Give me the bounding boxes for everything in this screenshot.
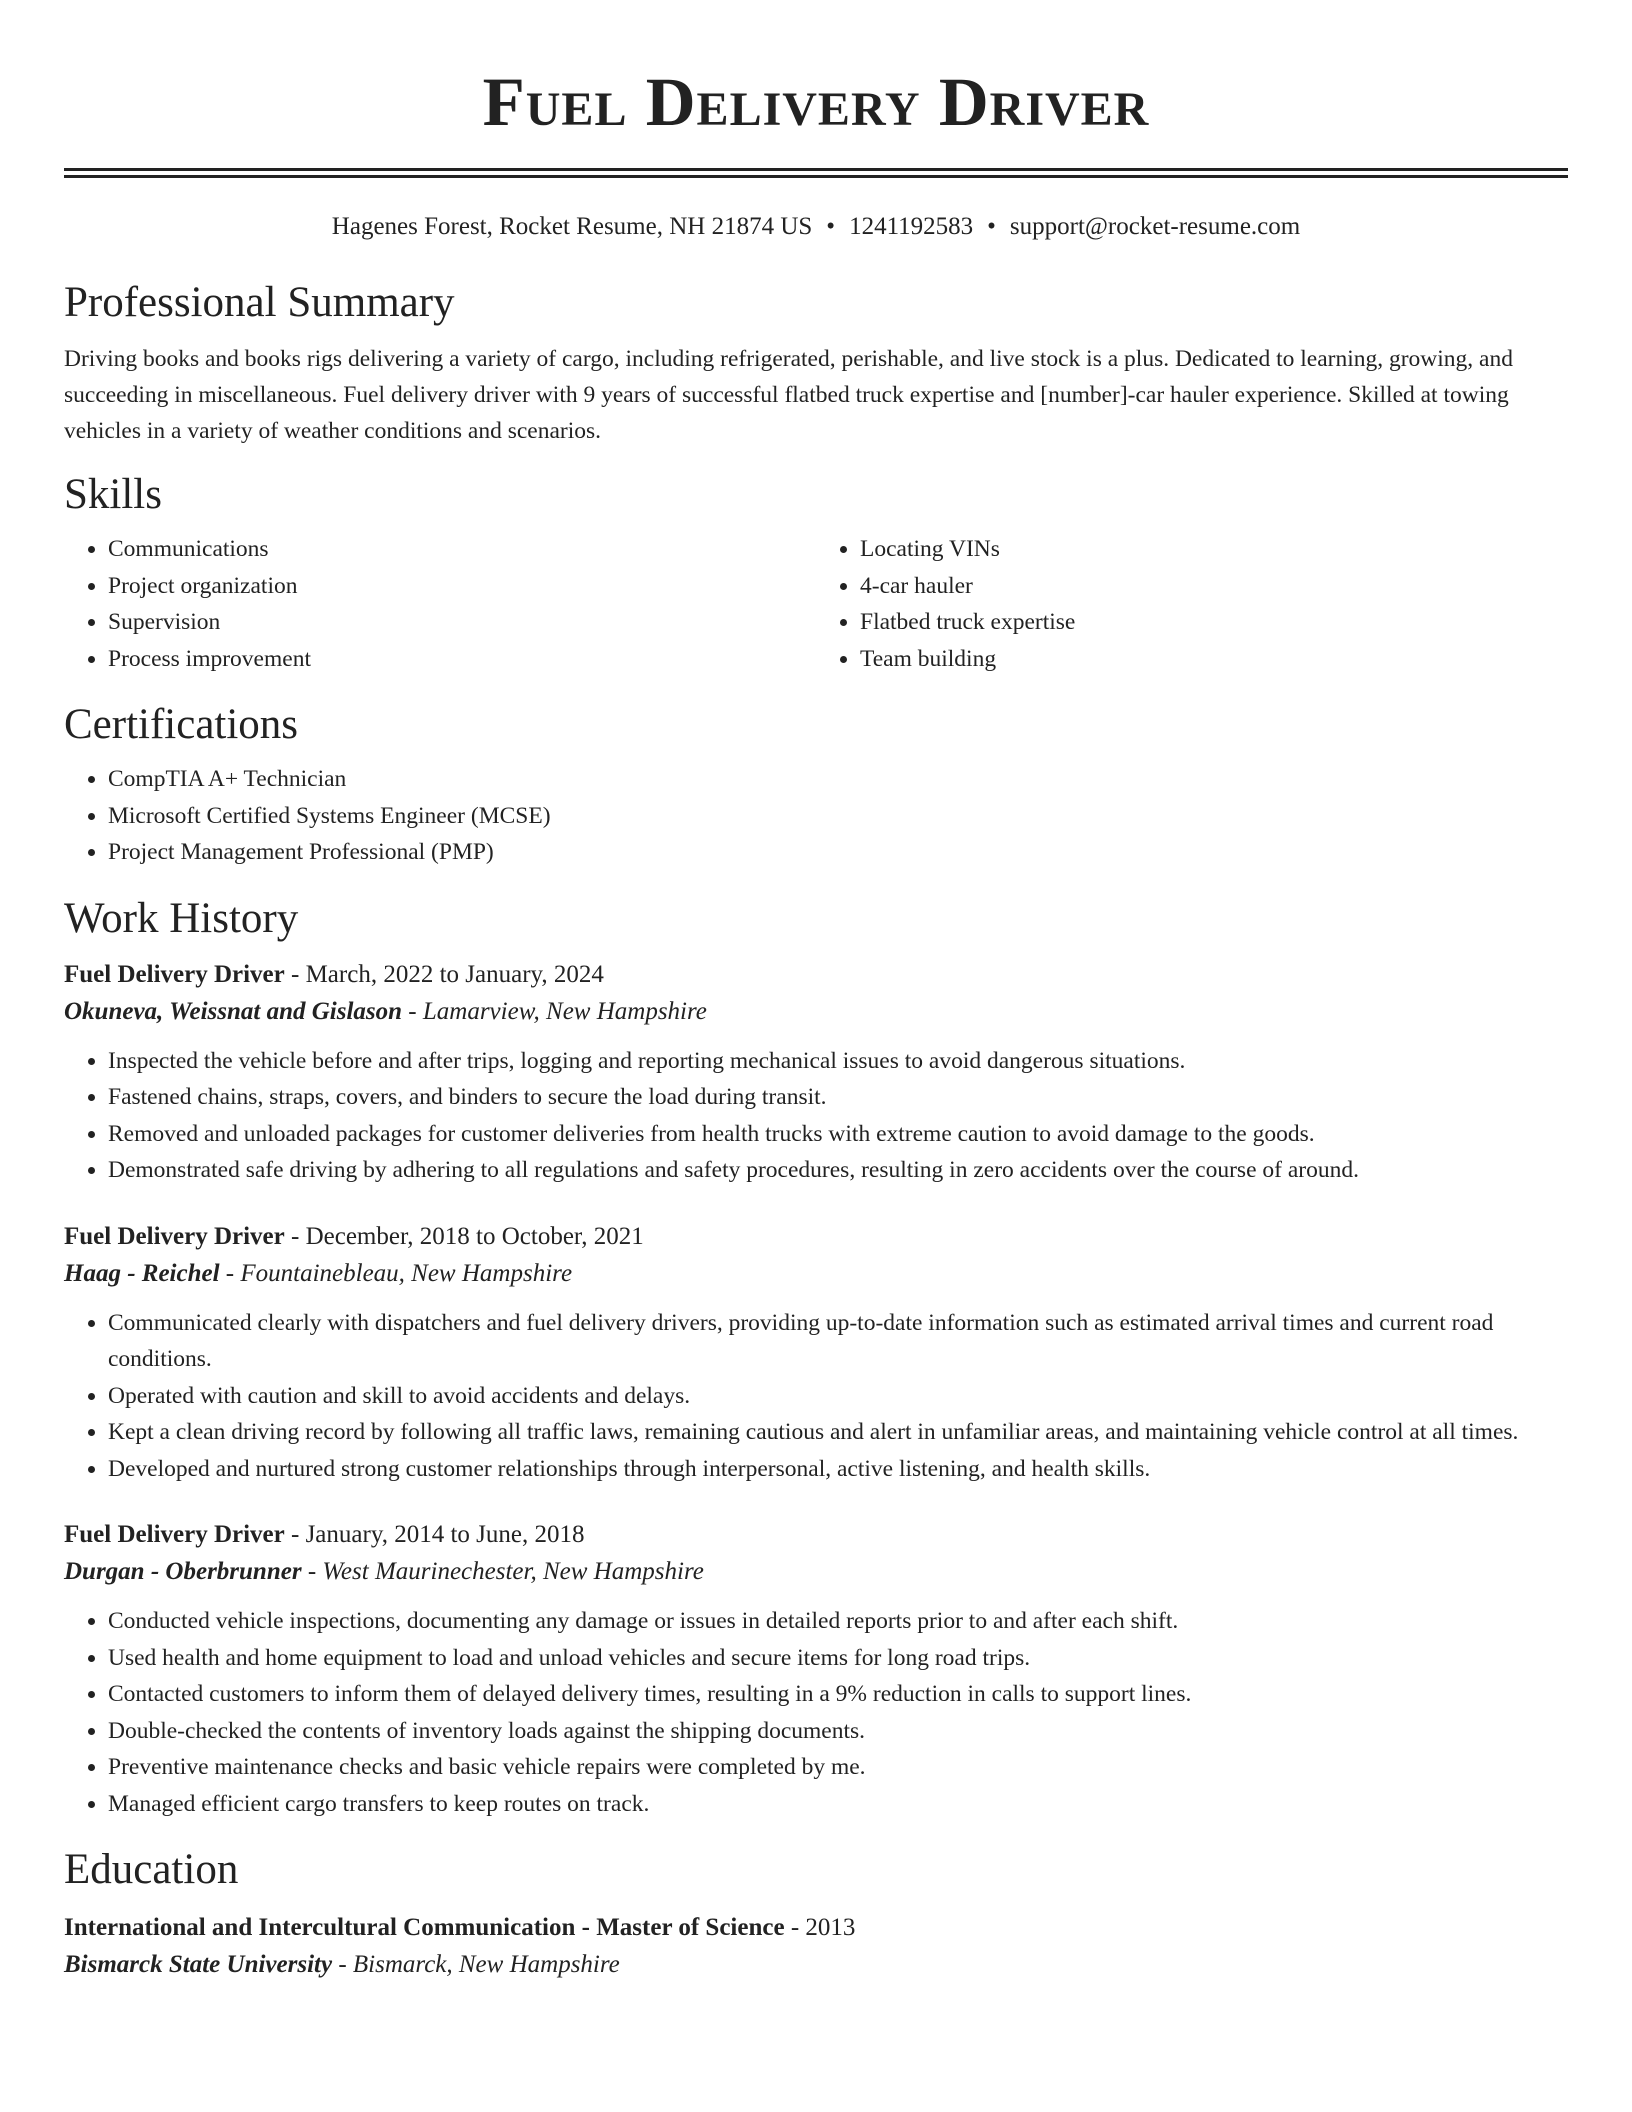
- education-degree: International and Intercultural Communication - Master of Science: [64, 1914, 785, 1941]
- skill-item: • Supervision: [108, 604, 816, 641]
- job-duty: • Removed and unloaded packages for customer deliveries from health trucks with extreme caution to avoid damage to the goods.: [108, 1116, 1568, 1153]
- job-duty: • Inspected the vehicle before and after trips, logging and reporting mechanical issues to avoid dangerous situations.: [108, 1043, 1568, 1080]
- contact-phone: 1241192583: [849, 213, 974, 240]
- job-employer-line: Haag - Reichel - Fountainebleau, New Hampshire: [64, 1259, 573, 1287]
- job-location: West Maurinechester, New Hampshire: [322, 1558, 704, 1585]
- skill-item: • Project organization: [108, 568, 816, 605]
- job-entry: [64, 1219, 1568, 1488]
- job-employer-line: Durgan - Oberbrunner - West Maurinechester, New Hampshire: [64, 1558, 704, 1585]
- skill-item: • 4-car hauler: [860, 568, 1568, 605]
- contact-separator: •: [987, 213, 996, 240]
- job-title: Fuel Delivery Driver: [64, 1521, 285, 1548]
- skill-item: • Flatbed truck expertise: [860, 604, 1568, 641]
- job-dates: January, 2014 to June, 2018: [305, 1521, 585, 1548]
- education-heading-line: International and Intercultural Communication - Master of Science - 2013: [64, 1914, 856, 1941]
- job-company: Okuneva, Weissnat and Gislason: [64, 997, 403, 1025]
- summary-text: Driving books and books rigs delivering a variety of cargo, including refrigerated, perishable, and live stock is a plus. Dedicated to learning, growing, and succeeding in miscellaneous. Fuel delivery driver with 9 years of successful flatbed truck expertise and [number]-car hauler experience. Skilled at towing vehicles in a variety of weather conditions and scenarios.: [64, 346, 1513, 444]
- education-year: 2013: [805, 1914, 856, 1941]
- education-heading: Education: [64, 1846, 239, 1893]
- education-school: Bismarck State University: [64, 1951, 333, 1978]
- job-duty: • Conducted vehicle inspections, documenting any damage or issues in detailed reports prior to and after each shift.: [108, 1603, 1568, 1640]
- job-company: Haag - Reichel: [64, 1259, 220, 1287]
- skill-item: • Communications: [108, 531, 816, 568]
- summary-heading: Professional Summary: [64, 279, 455, 326]
- skills-heading: Skills: [64, 471, 162, 518]
- job-duty: • Managed efficient cargo transfers to keep routes on track.: [108, 1786, 1568, 1823]
- job-duty: • Used health and home equipment to load and unload vehicles and secure items for long road trips.: [108, 1640, 1568, 1677]
- job-entry: [64, 957, 1568, 1189]
- education-school-line: Bismarck State University - Bismarck, New Hampshire: [64, 1951, 620, 1978]
- job-heading: Fuel Delivery Driver - March, 2022 to January, 2024: [64, 960, 604, 988]
- job-location: Lamarview, New Hampshire: [422, 997, 707, 1025]
- certification-item: • Project Management Professional (PMP): [108, 834, 1568, 871]
- contact-line: [64, 211, 1568, 243]
- work-history-heading: Work History: [64, 894, 299, 942]
- certification-item: • CompTIA A+ Technician: [108, 761, 1568, 798]
- education-entry: [64, 1910, 1568, 1984]
- job-duty: • Communicated clearly with dispatchers and fuel delivery drivers, providing up-to-date information such as estimated arrival times and current road conditions.: [108, 1305, 1568, 1378]
- job-title: Fuel Delivery Driver: [64, 1222, 285, 1250]
- skill-item: • Team building: [860, 641, 1568, 678]
- job-dates: March, 2022 to January, 2024: [305, 960, 604, 988]
- certifications-list: [64, 761, 1568, 871]
- job-heading: Fuel Delivery Driver - December, 2018 to October, 2021: [64, 1222, 644, 1250]
- skills-column-right: [816, 531, 1568, 677]
- certification-item: • Microsoft Certified Systems Engineer (MCSE): [108, 798, 1568, 835]
- job-duty: • Preventive maintenance checks and basic vehicle repairs were completed by me.: [108, 1749, 1568, 1786]
- certifications-heading: Certifications: [64, 701, 299, 748]
- job-employer-line: Okuneva, Weissnat and Gislason - Lamarview, New Hampshire: [64, 997, 707, 1025]
- job-duty: • Fastened chains, straps, covers, and binders to secure the load during transit.: [108, 1079, 1568, 1116]
- job-duty: • Double-checked the contents of inventory loads against the shipping documents.: [108, 1713, 1568, 1750]
- job-company: Durgan - Oberbrunner: [64, 1558, 302, 1585]
- job-duty: • Contacted customers to inform them of delayed delivery times, resulting in a 9% reduction in calls to support lines.: [108, 1676, 1568, 1713]
- job-location: Fountainebleau, New Hampshire: [240, 1259, 573, 1287]
- skills-column-left: [64, 531, 816, 677]
- contact-email: support@rocket-resume.com: [1009, 213, 1301, 240]
- title-divider: [64, 168, 1568, 178]
- skill-item: • Process improvement: [108, 641, 816, 678]
- job-dates: December, 2018 to October, 2021: [305, 1222, 644, 1250]
- job-duty: • Developed and nurtured strong customer relationships through interpersonal, active listening, and health skills.: [108, 1451, 1568, 1488]
- job-duties-list: [64, 1305, 1568, 1488]
- job-heading: Fuel Delivery Driver - January, 2014 to June, 2018: [64, 1521, 585, 1548]
- contact-address: Hagenes Forest, Rocket Resume, NH 21874 US: [331, 213, 813, 240]
- resume-title: Fuel Delivery Driver: [482, 64, 1150, 140]
- job-duty: • Kept a clean driving record by following all traffic laws, remaining cautious and alert in unfamiliar areas, and maintaining vehicle control at all times.: [108, 1414, 1568, 1451]
- contact-separator: •: [826, 213, 836, 240]
- job-duty: • Operated with caution and skill to avoid accidents and delays.: [108, 1378, 1568, 1415]
- job-duty: • Demonstrated safe driving by adhering to all regulations and safety procedures, resulting in zero accidents over the course of around.: [108, 1152, 1568, 1189]
- job-entry: [64, 1517, 1568, 1822]
- job-duties-list: [64, 1603, 1568, 1822]
- skill-item: • Locating VINs: [860, 531, 1568, 568]
- skills-list: [64, 531, 1568, 677]
- job-title: Fuel Delivery Driver: [64, 960, 285, 988]
- education-location: Bismarck, New Hampshire: [352, 1951, 620, 1978]
- job-duties-list: [64, 1043, 1568, 1189]
